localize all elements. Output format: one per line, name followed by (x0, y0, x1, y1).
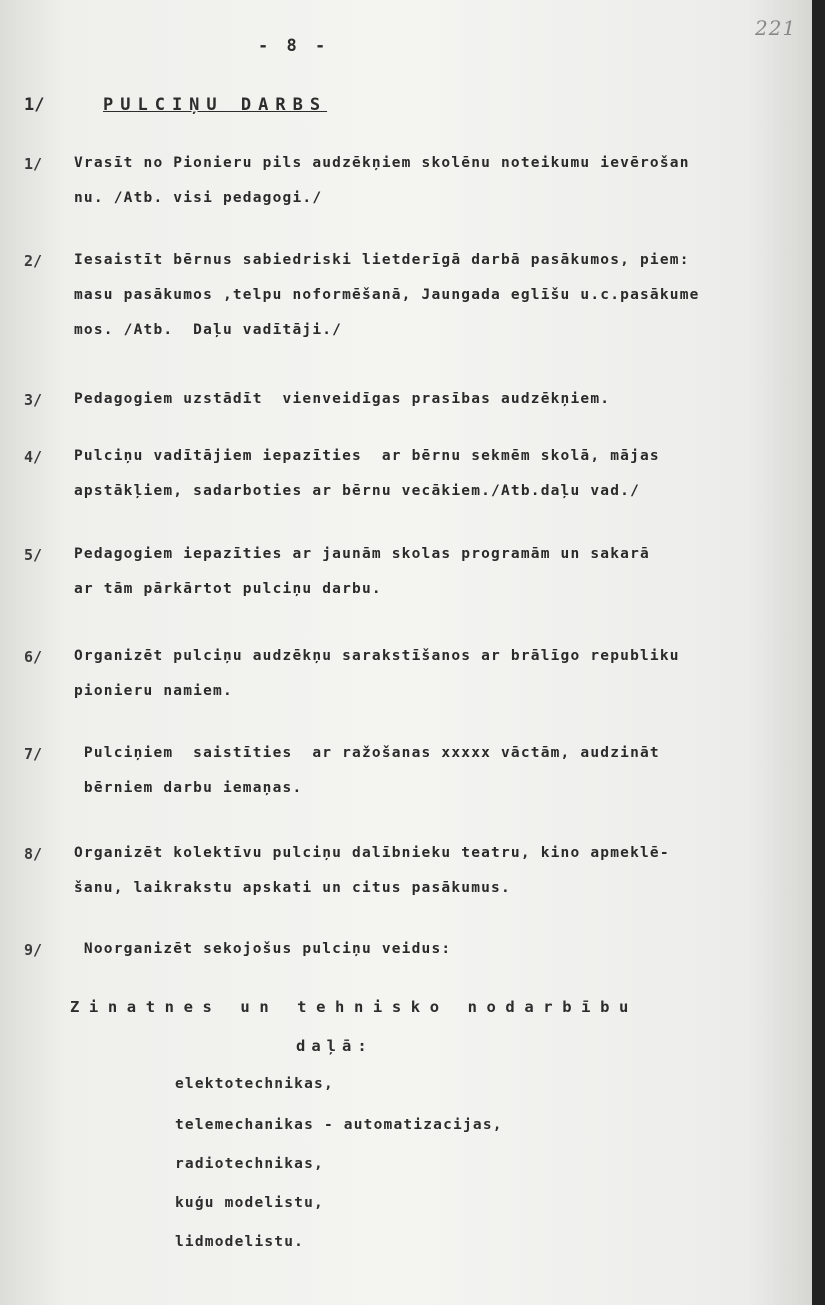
section-number: 1/ (24, 95, 45, 115)
handwritten-archive-number: 221 (755, 16, 797, 40)
item-line: Pulciņu vadītājiem iepazīties ar bērnu sekmēm skolā, mājas (74, 448, 660, 464)
item-line: Iesaistīt bērnus sabiedriski lietderīgā darbā pasākumos, piem: (74, 252, 690, 268)
subsection-entry: kuģu modelistu, (175, 1195, 324, 1211)
item-line: masu pasākumos ,telpu noformēšanā, Jaungada eglīšu u.c.pasākume (74, 287, 700, 303)
list-item (74, 639, 814, 709)
item-number: 8/ (24, 845, 43, 863)
item-line: Pedagogiem uzstādīt vienveidīgas prasības audzēkņiem. (74, 391, 611, 407)
item-number: 7/ (24, 745, 43, 763)
item-line: Organizēt pulciņu audzēkņu sarakstīšanos ar brālīgo republiku (74, 648, 680, 664)
item-line: mos. /Atb. Daļu vadītāji./ (74, 322, 343, 338)
item-line: šanu, laikrakstu apskati un citus pasākumus. (74, 880, 511, 896)
subsection-entry: lidmodelistu. (175, 1234, 305, 1250)
item-number: 9/ (24, 941, 43, 959)
item-number: 3/ (24, 391, 43, 409)
subsection-entry: elektotechnikas, (175, 1076, 334, 1092)
subsection-entry: telemechanikas - automatizacijas, (175, 1117, 503, 1133)
list-item (74, 146, 814, 216)
item-number: 1/ (24, 155, 43, 173)
item-number: 4/ (24, 448, 43, 466)
item-line: bērniem darbu iemaņas. (74, 780, 303, 796)
subsection-title: Zinatnes un tehnisko nodarbību (70, 998, 638, 1016)
list-item (74, 537, 814, 607)
subsection-entry: radiotechnikas, (175, 1156, 324, 1172)
item-line: Organizēt kolektīvu pulciņu dalībnieku teatru, kino apmeklē- (74, 845, 670, 861)
item-line: Noorganizēt sekojošus pulciņu veidus: (74, 941, 452, 957)
item-line: ar tām pārkārtot pulciņu darbu. (74, 581, 382, 597)
page-number: - 8 - (258, 36, 330, 56)
subsection-suffix: daļā: (296, 1037, 373, 1055)
item-number: 5/ (24, 546, 43, 564)
list-item (74, 243, 814, 348)
item-line: nu. /Atb. visi pedagogi./ (74, 190, 323, 206)
scan-border (812, 0, 825, 1305)
item-line: pionieru namiem. (74, 683, 233, 699)
list-item (74, 382, 814, 417)
item-number: 6/ (24, 648, 43, 666)
list-item (74, 932, 814, 967)
list-item (74, 836, 814, 906)
section-title: PULCIŅU DARBS (103, 95, 328, 115)
list-item (74, 439, 814, 509)
item-line: Pedagogiem iepazīties ar jaunām skolas programām un sakarā (74, 546, 650, 562)
list-item (74, 736, 814, 806)
item-line: apstākļiem, sadarboties ar bērnu vecākiem./Atb.daļu vad./ (74, 483, 640, 499)
item-number: 2/ (24, 252, 43, 270)
item-line: Pulciņiem saistīties ar ražošanas xxxxx vāctām, audzināt (74, 745, 660, 761)
item-line: Vrasīt no Pionieru pils audzēkņiem skolēnu noteikumu ievērošan (74, 155, 690, 171)
